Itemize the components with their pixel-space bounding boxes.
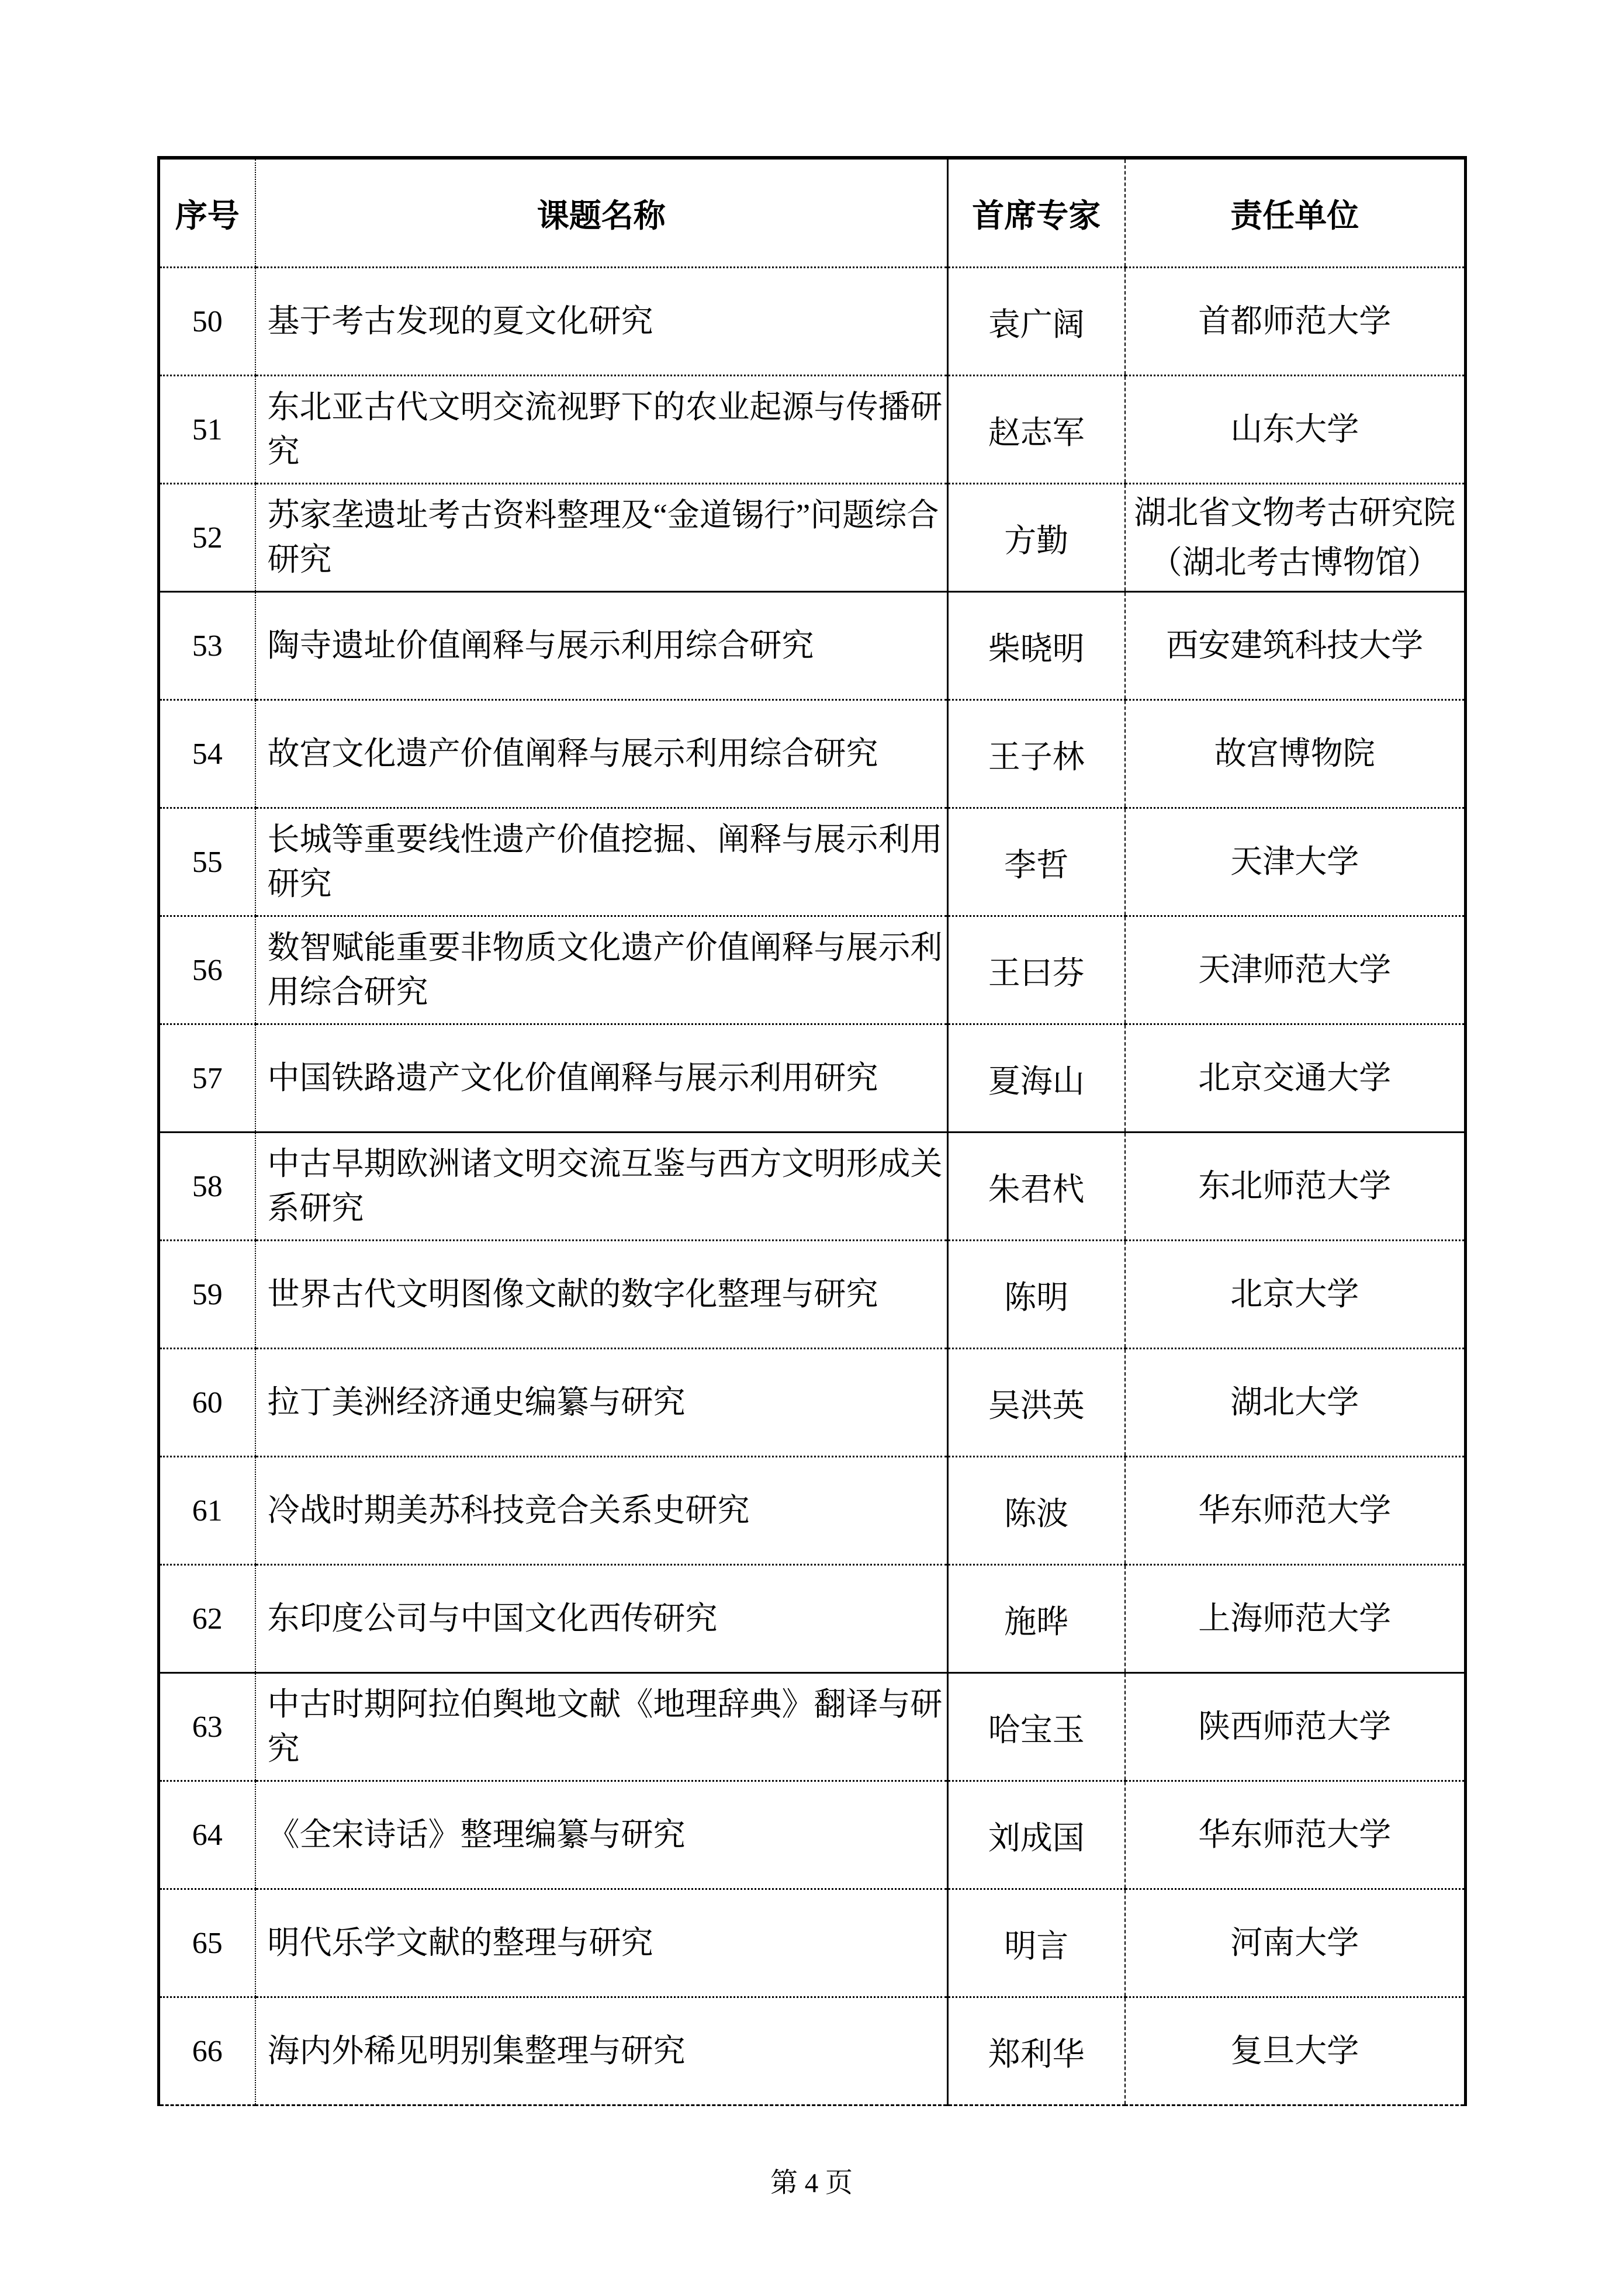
serial-number-cell: 65 (159, 1889, 255, 1997)
table-header (159, 158, 1466, 268)
project-title-cell: 中国铁路遗产文化价值阐释与展示利用研究 (255, 1024, 948, 1133)
serial-number-cell: 60 (159, 1349, 255, 1457)
table-row (159, 1241, 1466, 1349)
serial-number-cell: 50 (159, 268, 255, 376)
project-title-cell: 陶寺遗址价值阐释与展示利用综合研究 (255, 592, 948, 700)
serial-number-cell: 55 (159, 808, 255, 916)
serial-number-cell: 52 (159, 484, 255, 592)
responsible-unit-cell: 东北师范大学 (1125, 1133, 1466, 1241)
chief-expert-cell: 王曰芬 (948, 916, 1125, 1024)
header-responsible-unit: 责任单位 (1230, 198, 1359, 234)
chief-expert-cell: 陈明 (948, 1241, 1125, 1349)
chief-expert-cell: 吴洪英 (948, 1349, 1125, 1457)
chief-expert-cell: 袁广阔 (948, 268, 1125, 376)
table-row (159, 1889, 1466, 1997)
table-row (159, 1024, 1466, 1133)
responsible-unit-cell: 天津师范大学 (1125, 916, 1466, 1024)
project-title-cell: 长城等重要线性遗产价值挖掘、阐释与展示利用研究 (255, 808, 948, 916)
serial-number-cell: 51 (159, 376, 255, 484)
table-row (159, 1781, 1466, 1889)
project-title-cell: 基于考古发现的夏文化研究 (255, 268, 948, 376)
responsible-unit-cell: 天津大学 (1125, 808, 1466, 916)
project-title-cell: 海内外稀见明别集整理与研究 (255, 1997, 948, 2105)
header-chief-expert: 首席专家 (948, 158, 1125, 268)
responsible-unit-cell: 北京交通大学 (1125, 1024, 1466, 1133)
responsible-unit-cell: 湖北大学 (1125, 1349, 1466, 1457)
chief-expert-cell: 郑利华 (948, 1997, 1125, 2105)
project-title-cell: 明代乐学文献的整理与研究 (255, 1889, 948, 1997)
chief-expert-cell: 施晔 (948, 1565, 1125, 1673)
project-title-cell: 东印度公司与中国文化西传研究 (255, 1565, 948, 1673)
responsible-unit-cell: 北京大学 (1125, 1241, 1466, 1349)
project-title-cell: 中古时期阿拉伯舆地文献《地理辞典》翻译与研究 (255, 1673, 948, 1781)
chief-expert-cell: 赵志军 (948, 376, 1125, 484)
project-title-cell: 故宫文化遗产价值阐释与展示利用综合研究 (255, 700, 948, 808)
table-row (159, 484, 1466, 592)
table-row (159, 376, 1466, 484)
table-row (159, 1349, 1466, 1457)
table-row (159, 592, 1466, 700)
table-row (159, 1133, 1466, 1241)
chief-expert-cell: 柴晓明 (948, 592, 1125, 700)
responsible-unit-cell: 故宫博物院 (1125, 700, 1466, 808)
responsible-unit-cell: 西安建筑科技大学 (1125, 592, 1466, 700)
project-title-cell: 《全宋诗话》整理编纂与研究 (255, 1781, 948, 1889)
page-number: 第 4 页 (770, 2168, 853, 2198)
project-title-cell: 冷战时期美苏科技竞合关系史研究 (255, 1457, 948, 1565)
header-row (159, 158, 1466, 268)
table-row (159, 1565, 1466, 1673)
table-row (159, 268, 1466, 376)
responsible-unit-cell: 华东师范大学 (1125, 1781, 1466, 1889)
responsible-unit-cell: 华东师范大学 (1125, 1457, 1466, 1565)
chief-expert-cell: 王子林 (948, 700, 1125, 808)
serial-number-cell: 57 (159, 1024, 255, 1133)
project-list-table (157, 156, 1467, 2106)
table-row (159, 1457, 1466, 1565)
table-row (159, 1997, 1466, 2105)
table-row (159, 700, 1466, 808)
serial-number-cell: 53 (159, 592, 255, 700)
serial-number-cell: 59 (159, 1241, 255, 1349)
responsible-unit-cell: 湖北省文物考古研究院（湖北考古博物馆） (1125, 484, 1466, 592)
responsible-unit-cell: 河南大学 (1125, 1889, 1466, 1997)
serial-number-cell: 58 (159, 1133, 255, 1241)
table-row (159, 916, 1466, 1024)
project-title-cell: 苏家垄遗址考古资料整理及“金道锡行”问题综合研究 (255, 484, 948, 592)
chief-expert-cell: 夏海山 (948, 1024, 1125, 1133)
serial-number-cell: 61 (159, 1457, 255, 1565)
chief-expert-cell: 朱君杙 (948, 1133, 1125, 1241)
project-title-cell: 东北亚古代文明交流视野下的农业起源与传播研究 (255, 376, 948, 484)
chief-expert-cell: 陈波 (948, 1457, 1125, 1565)
table-row (159, 1673, 1466, 1781)
responsible-unit-cell: 首都师范大学 (1125, 268, 1466, 376)
serial-number-cell: 63 (159, 1673, 255, 1781)
chief-expert-cell: 明言 (948, 1889, 1125, 1997)
table-body (159, 268, 1466, 2105)
serial-number-cell: 64 (159, 1781, 255, 1889)
project-title-cell: 世界古代文明图像文献的数字化整理与研究 (255, 1241, 948, 1349)
table-row (159, 808, 1466, 916)
serial-number-cell: 56 (159, 916, 255, 1024)
chief-expert-cell: 方勤 (948, 484, 1125, 592)
header-project-title: 课题名称 (255, 158, 948, 268)
chief-expert-cell: 李哲 (948, 808, 1125, 916)
responsible-unit-cell: 山东大学 (1125, 376, 1466, 484)
chief-expert-cell: 刘成国 (948, 1781, 1125, 1889)
project-title-cell: 数智赋能重要非物质文化遗产价值阐释与展示利用综合研究 (255, 916, 948, 1024)
serial-number-cell: 66 (159, 1997, 255, 2105)
serial-number-cell: 62 (159, 1565, 255, 1673)
responsible-unit-cell: 复旦大学 (1125, 1997, 1466, 2105)
responsible-unit-cell: 陕西师范大学 (1125, 1673, 1466, 1781)
header-serial-number: 序号 (159, 158, 255, 268)
project-title-cell: 拉丁美洲经济通史编纂与研究 (255, 1349, 948, 1457)
serial-number-cell: 54 (159, 700, 255, 808)
chief-expert-cell: 哈宝玉 (948, 1673, 1125, 1781)
responsible-unit-cell: 上海师范大学 (1125, 1565, 1466, 1673)
project-title-cell: 中古早期欧洲诸文明交流互鉴与西方文明形成关系研究 (255, 1133, 948, 1241)
